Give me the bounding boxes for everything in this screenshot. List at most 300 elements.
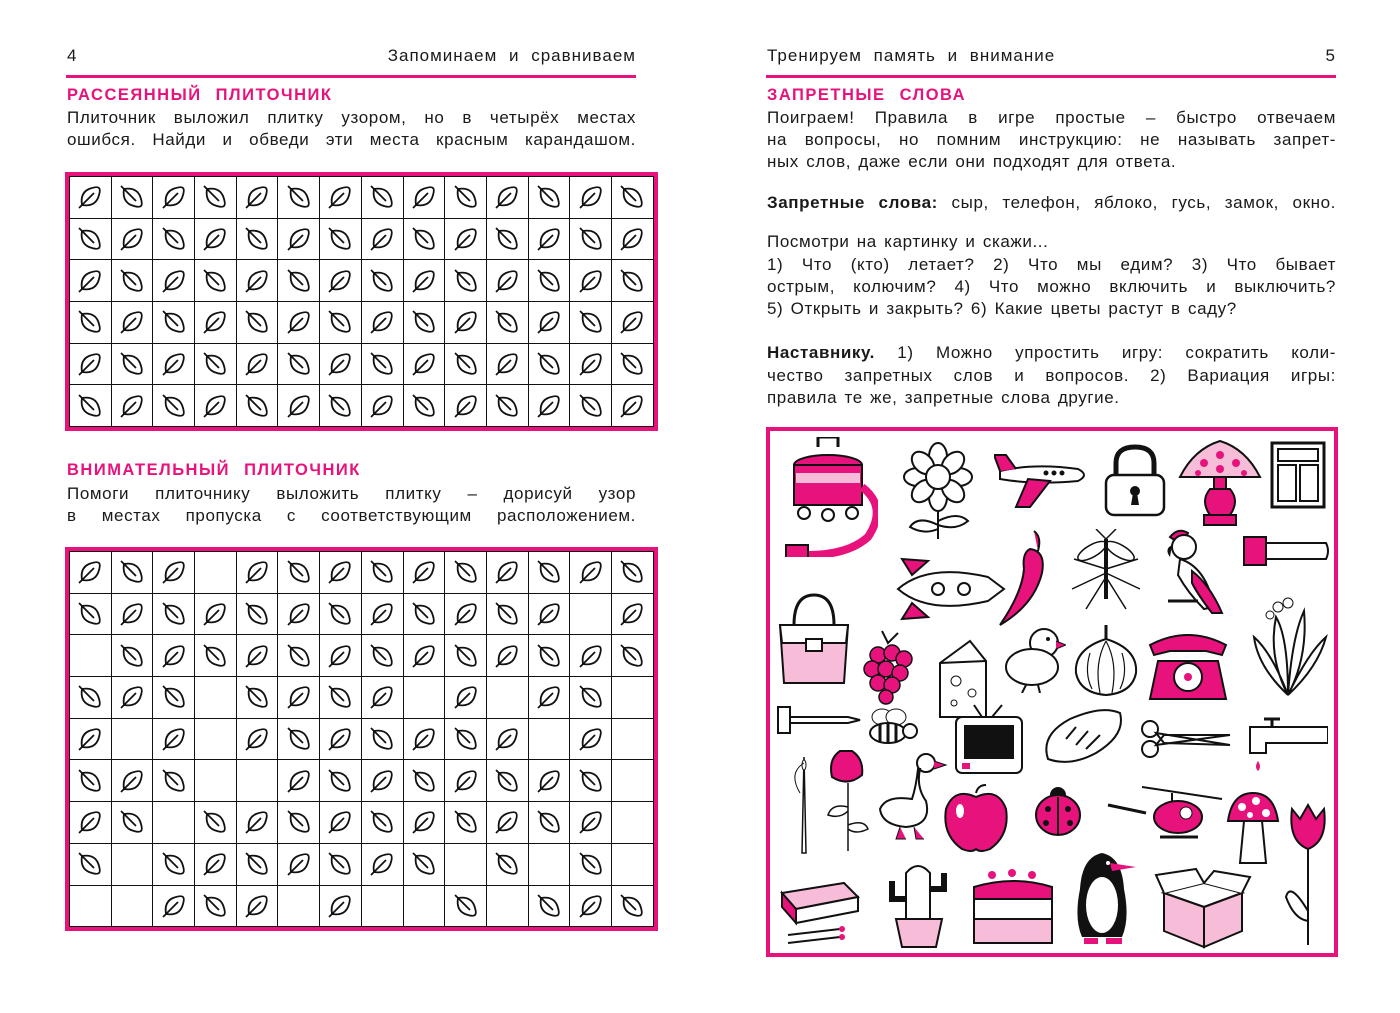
tile-cell[interactable] (445, 385, 487, 427)
tile-cell[interactable] (445, 302, 487, 344)
tile-cell[interactable] (611, 177, 653, 219)
leaf-icon (369, 809, 395, 835)
leaf-icon (161, 184, 187, 210)
chili-pepper-icon (994, 529, 1054, 629)
leaf-icon (536, 268, 562, 294)
tile-cell[interactable] (528, 760, 570, 802)
tile-cell[interactable] (153, 677, 195, 719)
tile-cell[interactable] (153, 760, 195, 802)
tile-cell[interactable] (111, 260, 153, 302)
questions-line2: острым, колючим? 4) Что можно включить и выключить? (767, 277, 1336, 296)
tile-cell[interactable] (320, 677, 362, 719)
tile-cell[interactable] (445, 177, 487, 219)
header-left: Запоминаем и сравниваем (387, 46, 636, 65)
tile-cell[interactable] (111, 218, 153, 260)
tile-cell[interactable] (445, 802, 487, 844)
tile-cell[interactable] (528, 385, 570, 427)
tile-cell[interactable] (111, 760, 153, 802)
tile-cell[interactable] (403, 677, 445, 719)
matches-icon (778, 879, 862, 949)
tile-cell[interactable] (570, 218, 612, 260)
leaf-icon (411, 601, 437, 627)
tile-cell[interactable] (486, 885, 528, 927)
tile-cell[interactable] (445, 718, 487, 760)
tile-cell[interactable] (70, 843, 112, 885)
tile-cell[interactable] (403, 302, 445, 344)
tile-cell[interactable] (70, 385, 112, 427)
leaf-icon (411, 726, 437, 752)
leaf-icon (619, 893, 645, 919)
tile-cell[interactable] (111, 593, 153, 635)
leaf-icon (161, 393, 187, 419)
tile-cell[interactable] (611, 885, 653, 927)
tile-cell[interactable] (153, 177, 195, 219)
leaf-icon (286, 309, 312, 335)
tile-cell[interactable] (611, 843, 653, 885)
leaf-icon (327, 226, 353, 252)
tile-cell[interactable] (236, 635, 278, 677)
vacuum-cleaner-icon (778, 437, 878, 557)
tile-cell[interactable] (486, 802, 528, 844)
leaf-icon (494, 393, 520, 419)
tile-cell[interactable] (195, 843, 237, 885)
leaf-icon (286, 351, 312, 377)
bee-icon (860, 707, 922, 751)
tile-cell[interactable] (611, 593, 653, 635)
tile-cell[interactable] (236, 885, 278, 927)
tile-cell[interactable] (320, 260, 362, 302)
tile-cell[interactable] (70, 718, 112, 760)
tile-cell[interactable] (236, 218, 278, 260)
header-rule-left (66, 75, 636, 78)
tile-cell[interactable] (195, 802, 237, 844)
tile-cell[interactable] (528, 260, 570, 302)
tile-cell[interactable] (570, 718, 612, 760)
tile-cell[interactable] (320, 885, 362, 927)
tile-cell[interactable] (278, 343, 320, 385)
tile-cell[interactable] (486, 843, 528, 885)
tile-cell[interactable] (278, 260, 320, 302)
tile-cell[interactable] (611, 343, 653, 385)
leaf-icon (119, 684, 145, 710)
tile-cell[interactable] (445, 677, 487, 719)
tile-cell[interactable] (445, 260, 487, 302)
tile-cell[interactable] (236, 260, 278, 302)
tile-cell[interactable] (570, 885, 612, 927)
tile-cell[interactable] (278, 635, 320, 677)
tile-cell[interactable] (486, 635, 528, 677)
tile-cell[interactable] (195, 677, 237, 719)
tile-cell[interactable] (70, 885, 112, 927)
tile-cell[interactable] (528, 677, 570, 719)
leaf-icon (244, 309, 270, 335)
leaf-icon (77, 351, 103, 377)
tile-cell[interactable] (153, 260, 195, 302)
leaf-icon (619, 309, 645, 335)
leaf-icon (119, 351, 145, 377)
tile-cell[interactable] (195, 343, 237, 385)
tile-cell[interactable] (153, 302, 195, 344)
leaf-icon (369, 559, 395, 585)
tile-cell[interactable] (195, 885, 237, 927)
leaf-icon (244, 809, 270, 835)
leaf-icon (494, 726, 520, 752)
tile-cell[interactable] (111, 677, 153, 719)
tile-cell[interactable] (403, 635, 445, 677)
tile-cell[interactable] (278, 802, 320, 844)
leaf-icon (578, 226, 604, 252)
tile-cell[interactable] (70, 635, 112, 677)
tile-cell[interactable] (236, 760, 278, 802)
tile-cell[interactable] (528, 552, 570, 594)
tile-cell[interactable] (528, 218, 570, 260)
tile-cell[interactable] (195, 718, 237, 760)
leaf-icon (202, 643, 228, 669)
tile-cell[interactable] (486, 302, 528, 344)
tile-cell[interactable] (278, 177, 320, 219)
tile-cell[interactable] (111, 177, 153, 219)
tile-cell[interactable] (153, 802, 195, 844)
leaf-icon (453, 351, 479, 377)
leaf-icon (77, 768, 103, 794)
tile-cell[interactable] (70, 802, 112, 844)
tile-cell[interactable] (403, 343, 445, 385)
tile-cell[interactable] (403, 802, 445, 844)
tile-cell[interactable] (70, 218, 112, 260)
tile-cell[interactable] (195, 218, 237, 260)
tile-cell[interactable] (278, 385, 320, 427)
leaf-icon (494, 768, 520, 794)
tile-cell[interactable] (528, 885, 570, 927)
tile-cell[interactable] (153, 718, 195, 760)
tile-cell[interactable] (403, 177, 445, 219)
tile-cell[interactable] (320, 177, 362, 219)
tile-cell[interactable] (486, 718, 528, 760)
tile-cell[interactable] (403, 843, 445, 885)
tile-cell[interactable] (320, 552, 362, 594)
leaf-icon (578, 851, 604, 877)
tile-cell[interactable] (278, 218, 320, 260)
tile-cell[interactable] (403, 218, 445, 260)
leaf-icon (453, 559, 479, 585)
helicopter-icon (1106, 781, 1226, 845)
leaf-icon (244, 684, 270, 710)
tile-cell[interactable] (278, 885, 320, 927)
tile-cell[interactable] (111, 885, 153, 927)
tile-cell[interactable] (361, 218, 403, 260)
tile-cell[interactable] (70, 552, 112, 594)
tile-cell[interactable] (570, 677, 612, 719)
tile-cell[interactable] (320, 802, 362, 844)
tile-grid-errors[interactable] (65, 172, 658, 431)
tile-cell[interactable] (611, 552, 653, 594)
leaf-icon (327, 893, 353, 919)
tile-cell[interactable] (195, 260, 237, 302)
tile-cell[interactable] (361, 635, 403, 677)
leaf-icon (77, 809, 103, 835)
tile-cell[interactable] (528, 843, 570, 885)
tile-cell[interactable] (570, 802, 612, 844)
tile-cell[interactable] (403, 260, 445, 302)
tile-cell[interactable] (111, 802, 153, 844)
tile-cell[interactable] (528, 343, 570, 385)
tile-cell[interactable] (570, 260, 612, 302)
leaf-icon (536, 684, 562, 710)
tile-cell[interactable] (403, 718, 445, 760)
tile-cell[interactable] (611, 635, 653, 677)
leaf-icon (619, 601, 645, 627)
tile-cell[interactable] (195, 302, 237, 344)
tile-cell[interactable] (445, 885, 487, 927)
tile-cell[interactable] (611, 677, 653, 719)
tile-cell[interactable] (195, 635, 237, 677)
tile-cell[interactable] (320, 760, 362, 802)
leaf-icon (327, 559, 353, 585)
leaf-icon (578, 309, 604, 335)
tile-cell[interactable] (320, 343, 362, 385)
tile-cell[interactable] (236, 552, 278, 594)
tile-cell[interactable] (236, 343, 278, 385)
tile-cell[interactable] (320, 843, 362, 885)
tile-cell[interactable] (361, 552, 403, 594)
tile-cell[interactable] (278, 843, 320, 885)
tile-cell[interactable] (486, 177, 528, 219)
tile-cell[interactable] (361, 593, 403, 635)
tile-cell[interactable] (570, 385, 612, 427)
leaf-icon (411, 351, 437, 377)
tile-cell[interactable] (570, 593, 612, 635)
task2-line1: Помоги плиточнику выложить плитку – дорисуй узор (67, 484, 636, 503)
tile-cell[interactable] (320, 385, 362, 427)
tile-cell[interactable] (528, 302, 570, 344)
tile-cell[interactable] (278, 718, 320, 760)
leaf-icon (578, 893, 604, 919)
tile-cell[interactable] (445, 760, 487, 802)
tile-cell[interactable] (153, 218, 195, 260)
mushroom-icon (1226, 791, 1280, 871)
questions-line3: 5) Открыть и закрыть? 6) Какие цветы растут в саду? (767, 299, 1237, 318)
leaf-icon (536, 351, 562, 377)
tile-cell[interactable] (403, 885, 445, 927)
tile-cell[interactable] (361, 260, 403, 302)
tile-cell[interactable] (403, 593, 445, 635)
leaf-icon (411, 184, 437, 210)
tile-cell[interactable] (445, 218, 487, 260)
leaf-icon (119, 643, 145, 669)
leaf-icon (619, 226, 645, 252)
tile-cell[interactable] (361, 677, 403, 719)
tile-cell[interactable] (195, 593, 237, 635)
tile-cell[interactable] (361, 885, 403, 927)
tile-cell[interactable] (570, 177, 612, 219)
tile-cell[interactable] (611, 260, 653, 302)
garlic-icon (1070, 623, 1144, 699)
tile-cell[interactable] (111, 343, 153, 385)
tile-cell[interactable] (570, 635, 612, 677)
tile-cell[interactable] (528, 635, 570, 677)
tile-cell[interactable] (111, 635, 153, 677)
tile-cell[interactable] (70, 260, 112, 302)
tile-cell[interactable] (278, 302, 320, 344)
tile-cell[interactable] (445, 552, 487, 594)
tile-cell[interactable] (70, 760, 112, 802)
tile-cell[interactable] (611, 718, 653, 760)
leaf-icon (286, 726, 312, 752)
chick-icon (1000, 623, 1066, 693)
tile-cell[interactable] (570, 552, 612, 594)
leaf-icon (411, 851, 437, 877)
intro-line2: на вопросы, но помним инструкцию: не называть запрет- (767, 130, 1336, 149)
tile-cell[interactable] (486, 760, 528, 802)
tile-cell[interactable] (445, 843, 487, 885)
tile-cell[interactable] (361, 802, 403, 844)
leaf-icon (453, 309, 479, 335)
tile-cell[interactable] (528, 177, 570, 219)
leaf-icon (578, 684, 604, 710)
tile-cell[interactable] (278, 593, 320, 635)
tile-cell[interactable] (361, 343, 403, 385)
leaf-icon (494, 309, 520, 335)
lamp-icon (1174, 439, 1266, 531)
tile-cell[interactable] (361, 177, 403, 219)
leaf-icon (202, 268, 228, 294)
tile-cell[interactable] (195, 177, 237, 219)
tile-cell[interactable] (361, 302, 403, 344)
leaf-icon (202, 351, 228, 377)
leaf-icon (327, 601, 353, 627)
leaf-icon (244, 643, 270, 669)
tile-cell[interactable] (320, 718, 362, 760)
tile-cell[interactable] (278, 677, 320, 719)
tile-cell[interactable] (153, 635, 195, 677)
tile-cell[interactable] (195, 760, 237, 802)
tile-cell[interactable] (236, 843, 278, 885)
leaf-icon (119, 809, 145, 835)
tile-cell[interactable] (236, 593, 278, 635)
tile-cell[interactable] (320, 635, 362, 677)
tile-cell[interactable] (570, 843, 612, 885)
tile-cell[interactable] (236, 677, 278, 719)
tile-cell[interactable] (111, 552, 153, 594)
tile-cell[interactable] (486, 552, 528, 594)
tile-cell[interactable] (611, 385, 653, 427)
tile-cell[interactable] (361, 385, 403, 427)
tile-cell[interactable] (195, 552, 237, 594)
tile-cell[interactable] (111, 385, 153, 427)
tile-cell[interactable] (236, 385, 278, 427)
leaf-icon (77, 851, 103, 877)
leaf-icon (536, 643, 562, 669)
tile-cell[interactable] (153, 885, 195, 927)
tile-cell[interactable] (403, 760, 445, 802)
leaf-icon (369, 351, 395, 377)
tile-cell[interactable] (70, 302, 112, 344)
leaf-icon (286, 184, 312, 210)
leaf-icon (77, 393, 103, 419)
leaf-icon (411, 768, 437, 794)
tile-cell[interactable] (278, 552, 320, 594)
tile-cell[interactable] (70, 177, 112, 219)
tile-cell[interactable] (486, 218, 528, 260)
tile-cell[interactable] (111, 843, 153, 885)
tile-cell[interactable] (153, 593, 195, 635)
leaf-icon (161, 643, 187, 669)
handbag-icon (776, 591, 852, 687)
tile-cell[interactable] (153, 343, 195, 385)
tile-cell[interactable] (528, 802, 570, 844)
tile-cell[interactable] (486, 593, 528, 635)
tile-cell[interactable] (153, 385, 195, 427)
leaf-icon (202, 851, 228, 877)
tile-cell[interactable] (528, 593, 570, 635)
tile-cell[interactable] (361, 718, 403, 760)
tile-cell[interactable] (445, 593, 487, 635)
tile-cell[interactable] (236, 718, 278, 760)
tile-cell[interactable] (236, 302, 278, 344)
tile-cell[interactable] (236, 802, 278, 844)
tile-cell[interactable] (570, 302, 612, 344)
leaf-icon (453, 226, 479, 252)
tile-cell[interactable] (403, 385, 445, 427)
tile-cell[interactable] (361, 760, 403, 802)
questions-line1: 1) Что (кто) летает? 2) Что мы едим? 3) Что бывает (767, 255, 1336, 274)
tile-cell[interactable] (320, 302, 362, 344)
forbidden-words-title: ЗАПРЕТНЫЕ СЛОВА (767, 86, 967, 104)
leaf-icon (286, 851, 312, 877)
tile-cell[interactable] (445, 343, 487, 385)
tile-cell[interactable] (236, 177, 278, 219)
tile-cell[interactable] (611, 302, 653, 344)
tile-cell[interactable] (195, 385, 237, 427)
tile-cell[interactable] (570, 343, 612, 385)
tile-cell[interactable] (111, 718, 153, 760)
leaf-icon (411, 268, 437, 294)
tile-grid-fill-in[interactable] (65, 547, 658, 931)
tulip-icon (1284, 801, 1334, 947)
tile-cell[interactable] (320, 218, 362, 260)
tile-cell[interactable] (570, 760, 612, 802)
tile-cell[interactable] (486, 385, 528, 427)
tile-cell[interactable] (445, 635, 487, 677)
tile-cell[interactable] (486, 677, 528, 719)
leaf-icon (369, 851, 395, 877)
tile-cell[interactable] (70, 677, 112, 719)
tile-cell[interactable] (611, 802, 653, 844)
tile-cell[interactable] (611, 218, 653, 260)
leaf-icon (369, 684, 395, 710)
tile-cell[interactable] (320, 593, 362, 635)
tile-cell[interactable] (111, 302, 153, 344)
tile-cell[interactable] (486, 343, 528, 385)
tile-cell[interactable] (361, 843, 403, 885)
tile-cell[interactable] (403, 552, 445, 594)
tile-cell[interactable] (611, 760, 653, 802)
leaf-icon (453, 893, 479, 919)
tile-cell[interactable] (70, 593, 112, 635)
tile-cell[interactable] (153, 552, 195, 594)
tile-cell[interactable] (486, 260, 528, 302)
tile-cell[interactable] (278, 760, 320, 802)
task1-line1: Плиточник выложил плитку узором, но в четырёх местах (67, 108, 636, 127)
forbidden-words-line (767, 192, 1336, 215)
tile-cell[interactable] (70, 343, 112, 385)
tile-cell[interactable] (528, 718, 570, 760)
leaf-icon (286, 268, 312, 294)
leaf-icon (369, 226, 395, 252)
raspberry-icon (858, 627, 922, 707)
tile-cell[interactable] (153, 843, 195, 885)
leaf-icon (494, 851, 520, 877)
